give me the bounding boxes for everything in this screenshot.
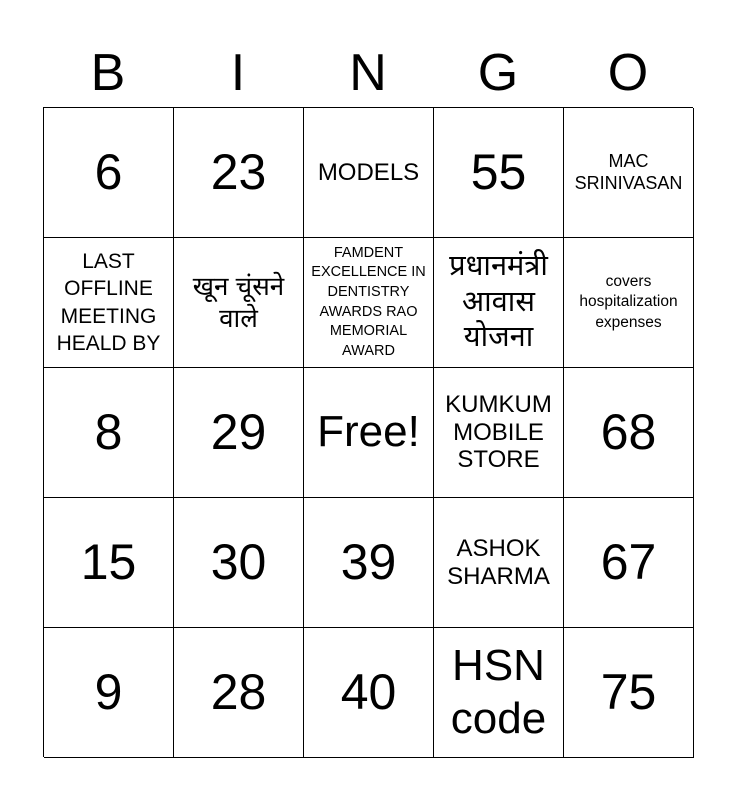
cell-text: MODELS	[317, 158, 420, 186]
bingo-cell-r4c3[interactable]	[304, 498, 434, 628]
bingo-cell-r3c2[interactable]	[174, 368, 304, 498]
cell-text: 67	[600, 533, 657, 590]
cell-text: 9	[94, 663, 123, 720]
header-letter-i: I	[230, 44, 246, 102]
bingo-cell-r1c5[interactable]	[564, 108, 694, 238]
cell-text: MAC SRINIVASAN	[574, 150, 683, 193]
header-letter-o: O	[607, 44, 649, 102]
bingo-board	[43, 107, 693, 757]
cell-text: FAMDENT EXCELLENCE IN DENTISTRY AWARDS RAO MEMORIAL AWARD	[311, 244, 426, 359]
cell-text: 23	[210, 143, 267, 200]
cell-text: covers hospitalization expenses	[579, 273, 678, 331]
cell-text: 6	[94, 143, 123, 200]
free-space-text: Free!	[317, 407, 420, 457]
bingo-cell-r4c1[interactable]	[44, 498, 174, 628]
header-letter-g: G	[477, 44, 519, 102]
bingo-cell-r2c1[interactable]	[44, 238, 174, 368]
bingo-cell-free[interactable]	[304, 368, 434, 498]
cell-text: ASHOK SHARMA	[447, 534, 550, 590]
cell-text: KUMKUM MOBILE STORE	[445, 391, 552, 474]
header-letter-b: B	[90, 44, 126, 102]
bingo-cell-r4c4[interactable]	[434, 498, 564, 628]
bingo-header	[43, 38, 693, 108]
bingo-cell-r3c5[interactable]	[564, 368, 694, 498]
cell-text: 8	[94, 403, 123, 460]
bingo-cell-r5c4[interactable]	[434, 628, 564, 758]
header-letter-n: N	[349, 44, 387, 102]
cell-text: 29	[210, 403, 267, 460]
bingo-cell-r1c3[interactable]	[304, 108, 434, 238]
bingo-cell-r5c5[interactable]	[564, 628, 694, 758]
cell-text: 68	[600, 403, 657, 460]
bingo-cell-r1c4[interactable]	[434, 108, 564, 238]
cell-text: प्रधानमंत्री आवास योजना	[449, 250, 548, 354]
cell-text: खून चूंसने वाले	[192, 271, 285, 333]
bingo-cell-r5c3[interactable]	[304, 628, 434, 758]
bingo-cell-r1c1[interactable]	[44, 108, 174, 238]
bingo-cell-r2c4[interactable]	[434, 238, 564, 368]
cell-text: 75	[600, 663, 657, 720]
cell-text: 15	[80, 533, 137, 590]
bingo-cell-r2c2[interactable]	[174, 238, 304, 368]
cell-text: 55	[470, 143, 527, 200]
bingo-cell-r2c3[interactable]	[304, 238, 434, 368]
bingo-cell-r1c2[interactable]	[174, 108, 304, 238]
cell-text: 30	[210, 533, 267, 590]
bingo-cell-r3c4[interactable]	[434, 368, 564, 498]
cell-text: 28	[210, 663, 267, 720]
bingo-cell-r4c2[interactable]	[174, 498, 304, 628]
bingo-cell-r5c2[interactable]	[174, 628, 304, 758]
bingo-cell-r5c1[interactable]	[44, 628, 174, 758]
bingo-cell-r3c1[interactable]	[44, 368, 174, 498]
cell-text: HSN code	[450, 640, 547, 743]
bingo-cell-r2c5[interactable]	[564, 238, 694, 368]
cell-text: 40	[340, 663, 397, 720]
bingo-cell-r4c5[interactable]	[564, 498, 694, 628]
cell-text: 39	[340, 533, 397, 590]
cell-text: LAST OFFLINE MEETING HEALD BY	[56, 249, 161, 355]
